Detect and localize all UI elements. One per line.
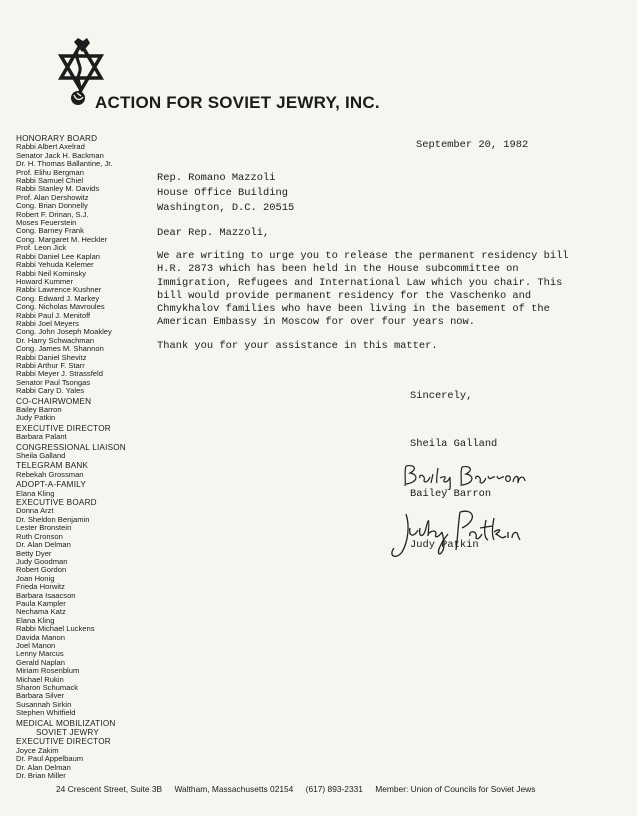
list-item: Dr. Harry Schwachman xyxy=(16,335,95,345)
list-item: Robert Gordon xyxy=(16,565,67,575)
list-item: Judy Goodman xyxy=(16,556,68,566)
list-item: Rabbi Cary D. Yales xyxy=(16,386,85,396)
list-item: Nechama Katz xyxy=(16,607,66,617)
signer-sheila-galland: Sheila Galland xyxy=(410,438,498,450)
list-item: Rabbi Daniel Shevitz xyxy=(16,352,87,362)
signer-bailey-barron: Bailey Barron xyxy=(410,488,492,500)
list-item: Gerald Naplan xyxy=(16,657,65,667)
telegram-bank-heading: TELEGRAM BANK xyxy=(16,461,89,471)
co-chairwomen-list xyxy=(16,406,166,423)
list-item: Rabbi Meyer J. Strassfeld xyxy=(16,369,103,379)
list-item: bill would provide permanent residency for the Vaschenko and xyxy=(157,289,532,302)
list-item: Elana Kling xyxy=(16,615,55,625)
list-item: Joan Honig xyxy=(16,573,55,583)
list-item: Donna Arzt xyxy=(16,506,54,516)
list-item: Prof. Leon Jick xyxy=(16,243,67,253)
telegram-bank-list xyxy=(16,471,166,479)
letter-date: September 20, 1982 xyxy=(416,139,529,151)
list-item: Joyce Zakim xyxy=(16,745,59,755)
list-item: Barbara Isaacson xyxy=(16,590,76,600)
list-item: Cong. James M. Shannon xyxy=(16,344,104,354)
co-chairwomen-heading: CO-CHAIRWOMEN xyxy=(16,396,92,406)
list-item: Cong. Brian Donnelly xyxy=(16,201,88,211)
list-item: Lenny Marcus xyxy=(16,649,64,659)
list-item: Rabbi Joel Meyers xyxy=(16,318,79,328)
list-item: Cong. Nicholas Mavroules xyxy=(16,302,105,312)
list-item: Dr. Brian Miller xyxy=(16,771,66,781)
list-item: Miriam Rosenblum xyxy=(16,666,80,676)
list-item: Ruth Cronson xyxy=(16,531,63,541)
executive-board-heading: EXECUTIVE BOARD xyxy=(16,498,97,508)
list-item: Rabbi Daniel Lee Kaplan xyxy=(16,251,101,261)
list-item: Joel Manon xyxy=(16,640,56,650)
list-item: Susannah Sirkin xyxy=(16,699,72,709)
list-item: Paula Kampler xyxy=(16,598,66,608)
executive-director-list xyxy=(16,433,166,441)
list-item: Chmykhalov families who have been living in the basement of the xyxy=(157,303,550,316)
executive-board-list xyxy=(16,507,166,717)
list-item: Washington, D.C. 20515 xyxy=(157,202,295,214)
list-item: Rabbi Michael Luckens xyxy=(16,624,95,634)
bailey-barron-signature xyxy=(400,462,530,490)
congressional-liaison-heading: CONGRESSIONAL LIAISON xyxy=(16,442,126,452)
letter-body xyxy=(157,250,569,330)
list-item: Barbara Silver xyxy=(16,691,65,701)
list-item: We are writing to urge you to release the permanent residency bill xyxy=(157,250,569,262)
footer-membership: Member: Union of Councils for Soviet Jews xyxy=(375,784,536,794)
honorary-board-list xyxy=(16,143,166,395)
medical-mobilization-subheading: SOVIET JEWRY xyxy=(36,728,100,738)
medical-mobilization-heading: MEDICAL MOBILIZATION xyxy=(16,718,116,728)
thanks-line: Thank you for your assistance in this matter. xyxy=(157,340,438,352)
list-item: Senator Paul Tsongas xyxy=(16,377,91,387)
medical-mobilization-list xyxy=(16,747,166,781)
list-item: Barbara Palant xyxy=(16,432,67,442)
recipient-address xyxy=(157,171,294,216)
list-item: Lester Bronstein xyxy=(16,523,72,533)
list-item: Dr. Sheldon Benjamin xyxy=(16,514,90,524)
list-item: Rabbi Samuel Chiel xyxy=(16,176,84,186)
footer-city: Waltham, Massachusetts 02154 xyxy=(174,784,294,794)
list-item: Rebekah Grossman xyxy=(16,469,84,479)
list-item: Rabbi Stanley M. Davids xyxy=(16,184,100,194)
list-item: Dr. Alan Delman xyxy=(16,540,71,550)
list-item: Judy Patkin xyxy=(16,413,56,423)
list-item: H.R. 2873 which has been held in the House subcommittee on xyxy=(157,263,519,276)
org-name: ACTION FOR SOVIET JEWRY, INC. xyxy=(95,93,380,112)
list-item: American Embassy in Moscow for over four years now. xyxy=(157,316,476,329)
list-item: Cong. Edward J. Markey xyxy=(16,293,100,303)
list-item: Bailey Barron xyxy=(16,405,62,414)
list-item: Prof. Alan Dershowitz xyxy=(16,192,89,202)
letterhead-footer xyxy=(56,784,545,794)
list-item: Cong. Margaret M. Heckler xyxy=(16,234,108,244)
list-item: Frieda Horwitz xyxy=(16,582,65,592)
list-item: Sharon Schumack xyxy=(16,683,79,692)
board-sidebar xyxy=(16,134,166,780)
list-item: Immigration, Refugees and International Law which you chair. This xyxy=(157,276,563,289)
list-item: Cong. Barney Frank xyxy=(16,226,84,236)
list-item: Senator Jack H. Backman xyxy=(16,150,104,160)
congressional-liaison-list xyxy=(16,452,166,460)
list-item: Rep. Romano Mazzoli xyxy=(157,172,276,184)
footer-street: 24 Crescent Street, Suite 3B xyxy=(56,784,163,794)
closing: Sincerely, xyxy=(410,390,473,402)
list-item: House Office Building xyxy=(157,187,288,199)
list-item: Cong. John Joseph Moakley xyxy=(16,327,112,337)
adopt-a-family-heading: ADOPT-A-FAMILY xyxy=(16,480,86,490)
list-item: Rabbi Lawrence Kushner xyxy=(16,285,102,295)
salutation: Dear Rep. Mazzoli, xyxy=(157,227,270,239)
list-item: Rabbi Paul J. Menitoff xyxy=(16,310,91,320)
list-item: Dr. Paul Appelbaum xyxy=(16,754,84,764)
honorary-board-heading: HONORARY BOARD xyxy=(16,134,98,143)
list-item: Prof. Elihu Bergman xyxy=(16,167,84,177)
footer-phone: (617) 893-2331 xyxy=(305,784,363,794)
list-item: Moses Feuerstein xyxy=(16,218,77,228)
list-item: Stephen Whitfield xyxy=(16,708,76,718)
list-item: Robert F. Drinan, S.J. xyxy=(16,209,89,219)
list-item: Michael Rukin xyxy=(16,674,64,684)
list-item: Rabbi Albert Axelrad xyxy=(16,142,85,152)
judy-patkin-signature xyxy=(384,506,524,562)
adopt-a-family-list xyxy=(16,490,166,498)
list-item: Rabbi Neil Kominsky xyxy=(16,268,87,278)
list-item: Elana Kling xyxy=(16,488,55,498)
list-item: Sheila Galland xyxy=(16,451,66,461)
list-item: Dr. H. Thomas Ballantine, Jr. xyxy=(16,159,113,169)
signer-judy-patkin: Judy Patkin xyxy=(410,539,479,551)
list-item: Davida Manon xyxy=(16,632,65,642)
medical-executive-director-heading: EXECUTIVE DIRECTOR xyxy=(16,737,111,747)
list-item: Rabbi Arthur F. Starr xyxy=(16,360,85,370)
list-item: Rabbi Yehuda Kelemer xyxy=(16,260,94,270)
executive-director-heading: EXECUTIVE DIRECTOR xyxy=(16,423,111,433)
list-item: Howard Kummer xyxy=(16,276,73,286)
list-item: Dr. Alan Delman xyxy=(16,762,71,772)
list-item: Betty Dyer xyxy=(16,548,52,558)
